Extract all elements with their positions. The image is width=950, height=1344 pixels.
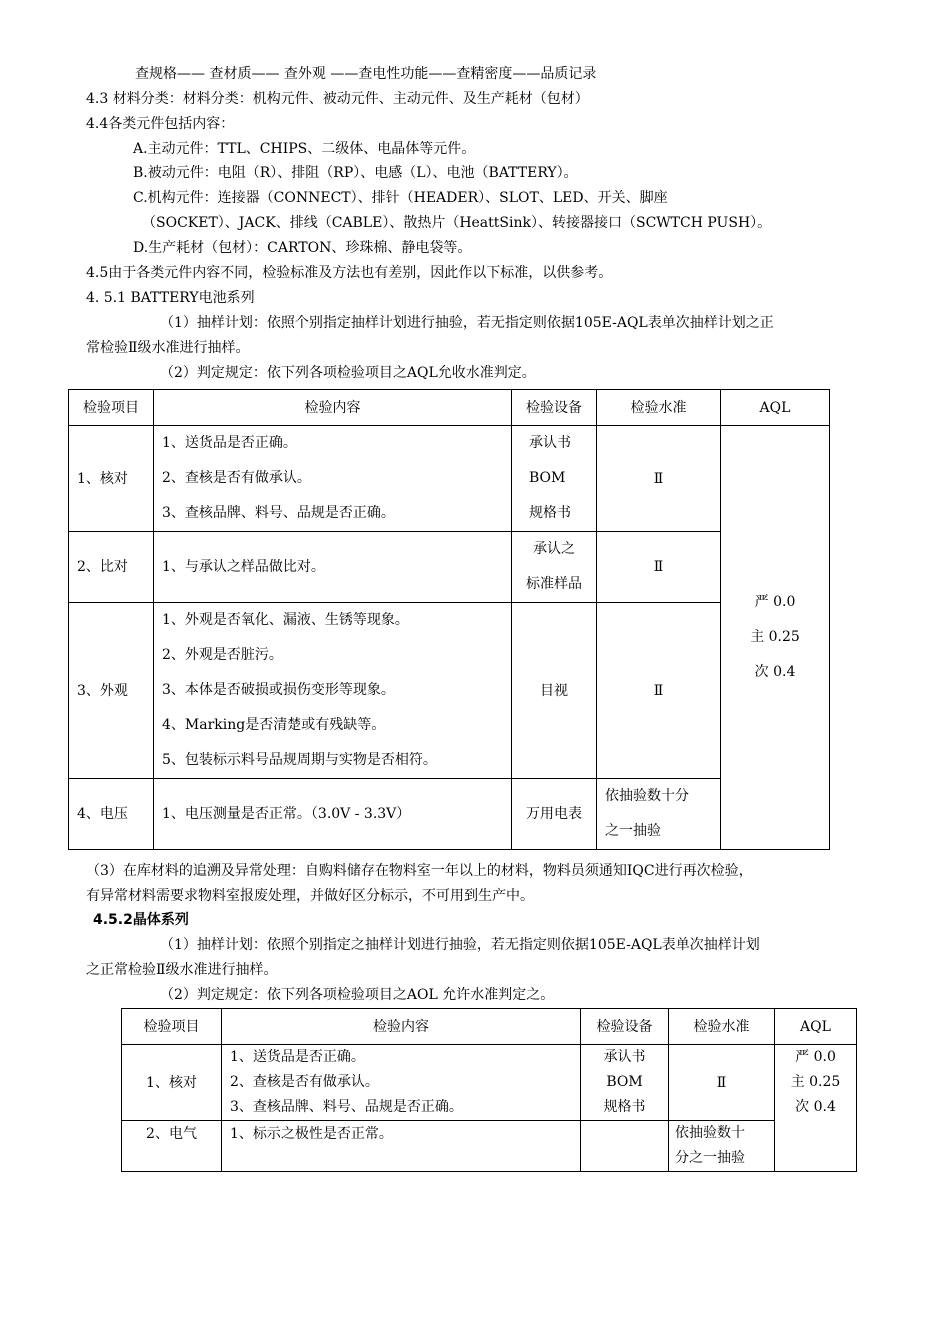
crystal-sampling-plan: （1）抽样计划：依照个别指定之抽样计划进行抽验，若无指定则依据105E-AQL表单次抽样计划 [160,937,760,953]
row-equipment: 承认书 BOM 规格书 [512,426,597,532]
row-content: 1、外观是否氧化、漏液、生锈等现象。 2、外观是否脏污。 3、本体是否破损或损伤变形等现象。 4、Marking是否清楚或有残缺等。 5、包装标示料号品规周期与实物是否相符。 [154,603,512,779]
header-item: 检验项目 [69,390,154,426]
aql-values: 严 0.0 主 0.25 次 0.4 [775,1045,857,1172]
row-level: 依抽验数十 分之一抽验 [669,1121,775,1172]
row-equipment: 万用电表 [512,779,597,850]
item-c-mechanical-cont: （SOCKET）、JACK、排线（CABLE）、散热片（HeattSink）、转接器接口（SCWTCH PUSH）。 [142,215,772,231]
row-content: 1、与承认之样品做比对。 [154,532,512,603]
row-item: 3、外观 [69,603,154,779]
section-4-3: 4.3 材料分类：材料分类：机构元件、被动元件、主动元件、及生产耗材（包材） [86,91,589,107]
inspection-flow-line: 查规格—— 查材质—— 查外观 ——查电性功能——查精密度——品质记录 [135,66,597,82]
item-d-consumables: D.生产耗材（包材）：CARTON、珍珠棉、静电袋等。 [133,240,472,256]
header-equipment: 检验设备 [512,390,597,426]
item-a-active: A.主动元件：TTL、CHIPS、二级体、电晶体等元件。 [133,141,476,157]
header-aql: AQL [775,1009,857,1045]
section-4-5-1-heading: 4. 5.1 BATTERY电池系列 [86,290,255,306]
header-equipment: 检验设备 [581,1009,669,1045]
battery-sampling-plan-cont: 常检验Ⅱ级水准进行抽样。 [86,340,250,356]
row-level: Ⅱ [597,426,721,532]
row-item: 4、电压 [69,779,154,850]
row-equipment [581,1121,669,1172]
header-item: 检验项目 [122,1009,222,1045]
item-c-mechanical: C.机构元件：连接器（CONNECT）、排针（HEADER）、SLOT、LED、开关、脚座 [133,190,668,206]
battery-judgement-rule: （2）判定规定：依下列各项检验项目之AQL允收水准判定。 [160,365,536,381]
header-content: 检验内容 [222,1009,581,1045]
header-level: 检验水准 [597,390,721,426]
battery-stock-handling-cont: 有异常材料需要求物料室报废处理，并做好区分标示，不可用到生产中。 [86,888,534,904]
row-item: 1、核对 [122,1045,222,1121]
table-row [69,779,830,850]
row-content: 1、电压测量是否正常。（3.0V - 3.3V） [154,779,512,850]
table-row [122,1045,857,1121]
crystal-judgement-rule: （2）判定规定：依下列各项检验项目之AOL 允许水准判定之。 [160,987,555,1003]
crystal-inspection-table [121,1008,857,1172]
row-content: 1、送货品是否正确。 2、查核是否有做承认。 3、查核品牌、料号、品规是否正确。 [222,1045,581,1121]
row-level: 依抽验数十分 之一抽验 [597,779,721,850]
row-content: 1、标示之极性是否正常。 [222,1121,581,1172]
row-level: Ⅱ [597,603,721,779]
row-level: Ⅱ [669,1045,775,1121]
header-level: 检验水准 [669,1009,775,1045]
battery-sampling-plan: （1）抽样计划：依照个别指定抽样计划进行抽验，若无指定则依据105E-AQL表单次抽样计划之正 [160,315,774,331]
row-item: 2、比对 [69,532,154,603]
table-row [69,532,830,603]
row-content: 1、送货品是否正确。 2、查核是否有做承认。 3、查核品牌、料号、品规是否正确。 [154,426,512,532]
section-4-4: 4.4各类元件包括内容： [86,116,235,132]
item-b-passive: B.被动元件：电阻（R）、排阻（RP）、电感（L）、电池（BATTERY）。 [133,165,578,181]
table-row [122,1121,857,1172]
header-content: 检验内容 [154,390,512,426]
section-4-5-2-heading: 4.5.2晶体系列 [93,912,189,928]
row-equipment: 目视 [512,603,597,779]
header-aql: AQL [721,390,830,426]
table-row [69,426,830,532]
row-level: Ⅱ [597,532,721,603]
crystal-sampling-plan-cont: 之正常检验Ⅱ级水准进行抽样。 [86,962,278,978]
table-row [69,603,830,779]
battery-stock-handling: （3）在库材料的追溯及异常处理：自购料储存在物料室一年以上的材料，物料员须通知IQC进行再次检验， [86,863,753,879]
row-equipment: 承认之 标准样品 [512,532,597,603]
aql-values: 严 0.0 主 0.25 次 0.4 [721,426,830,850]
battery-inspection-table [68,389,830,850]
row-item: 1、核对 [69,426,154,532]
row-equipment: 承认书 BOM 规格书 [581,1045,669,1121]
row-item: 2、电气 [122,1121,222,1172]
section-4-5: 4.5由于各类元件内容不同，检验标准及方法也有差别，因此作以下标准，以供参考。 [86,265,613,281]
